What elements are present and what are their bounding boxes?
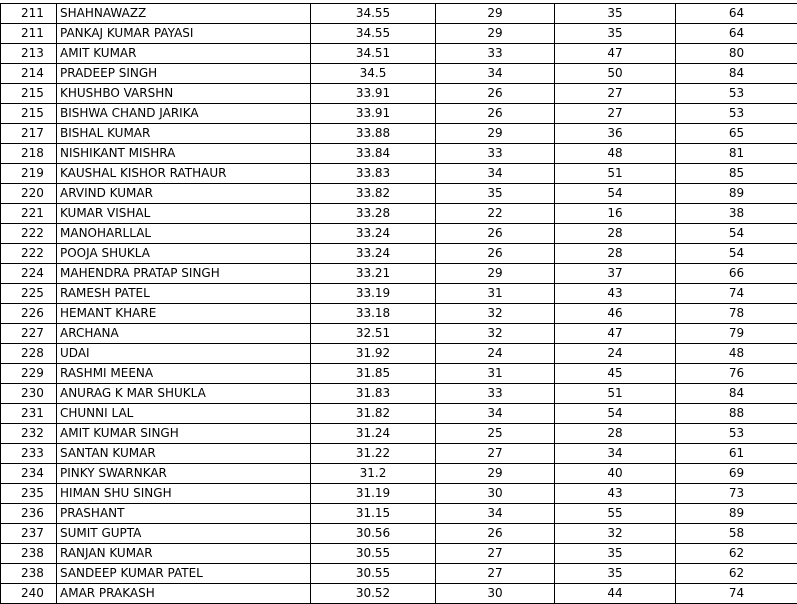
score-cell[interactable]: 31.2 [311, 464, 436, 484]
marks-b-cell[interactable]: 54 [555, 184, 676, 204]
table-row [1, 544, 797, 564]
rank-cell[interactable]: 237 [1, 524, 57, 544]
table-row [1, 424, 797, 444]
score-cell[interactable]: 33.91 [311, 84, 436, 104]
marks-a-cell[interactable]: 29 [436, 24, 555, 44]
marks-b-cell[interactable]: 55 [555, 504, 676, 524]
table-row [1, 324, 797, 344]
rank-cell[interactable]: 220 [1, 184, 57, 204]
marks-a-cell[interactable]: 26 [436, 84, 555, 104]
name-cell[interactable]: RAMESH PATEL [57, 284, 311, 304]
marks-a-cell[interactable]: 31 [436, 284, 555, 304]
marks-a-cell[interactable]: 34 [436, 64, 555, 84]
total-cell[interactable]: 54 [676, 224, 797, 244]
rank-cell[interactable]: 226 [1, 304, 57, 324]
score-cell[interactable]: 33.84 [311, 144, 436, 164]
total-cell[interactable]: 84 [676, 384, 797, 404]
name-cell[interactable]: KAUSHAL KISHOR RATHAUR [57, 164, 311, 184]
name-cell[interactable]: UDAI [57, 344, 311, 364]
name-cell[interactable]: KUMAR VISHAL [57, 204, 311, 224]
name-cell[interactable]: ANURAG K MAR SHUKLA [57, 384, 311, 404]
name-cell[interactable]: HEMANT KHARE [57, 304, 311, 324]
total-cell[interactable]: 54 [676, 244, 797, 264]
rank-cell[interactable]: 229 [1, 364, 57, 384]
name-cell[interactable]: PINKY SWARNKAR [57, 464, 311, 484]
marks-a-cell[interactable]: 27 [436, 444, 555, 464]
rank-cell[interactable]: 218 [1, 144, 57, 164]
marks-b-cell[interactable]: 50 [555, 64, 676, 84]
name-cell[interactable]: SUMIT GUPTA [57, 524, 311, 544]
name-cell[interactable]: BISHAL KUMAR [57, 124, 311, 144]
marks-b-cell[interactable]: 44 [555, 584, 676, 604]
table-row [1, 584, 797, 604]
total-cell[interactable]: 81 [676, 144, 797, 164]
total-cell[interactable]: 38 [676, 204, 797, 224]
score-cell[interactable]: 33.18 [311, 304, 436, 324]
total-cell[interactable]: 84 [676, 64, 797, 84]
rank-cell[interactable]: 236 [1, 504, 57, 524]
marks-a-cell[interactable]: 29 [436, 4, 555, 24]
rank-cell[interactable]: 214 [1, 64, 57, 84]
table-row [1, 84, 797, 104]
rank-cell[interactable]: 240 [1, 584, 57, 604]
score-cell[interactable]: 31.82 [311, 404, 436, 424]
table-row [1, 144, 797, 164]
table-row [1, 524, 797, 544]
marks-a-cell[interactable]: 34 [436, 164, 555, 184]
rank-cell[interactable]: 235 [1, 484, 57, 504]
score-cell[interactable]: 34.5 [311, 64, 436, 84]
rank-cell[interactable]: 238 [1, 544, 57, 564]
marks-b-cell[interactable]: 27 [555, 104, 676, 124]
total-cell[interactable]: 74 [676, 284, 797, 304]
marks-b-cell[interactable]: 32 [555, 524, 676, 544]
marks-a-cell[interactable]: 26 [436, 104, 555, 124]
score-cell[interactable]: 34.55 [311, 4, 436, 24]
name-cell[interactable]: NISHIKANT MISHRA [57, 144, 311, 164]
score-cell[interactable]: 33.91 [311, 104, 436, 124]
marks-a-cell[interactable]: 27 [436, 544, 555, 564]
marks-b-cell[interactable]: 24 [555, 344, 676, 364]
table-row [1, 484, 797, 504]
marks-b-cell[interactable]: 47 [555, 44, 676, 64]
marks-b-cell[interactable]: 45 [555, 364, 676, 384]
name-cell[interactable]: RANJAN KUMAR [57, 544, 311, 564]
marks-b-cell[interactable]: 28 [555, 244, 676, 264]
marks-a-cell[interactable]: 26 [436, 524, 555, 544]
total-cell[interactable]: 58 [676, 524, 797, 544]
name-cell[interactable]: KHUSHBO VARSHN [57, 84, 311, 104]
marks-a-cell[interactable]: 33 [436, 144, 555, 164]
table-row [1, 184, 797, 204]
marks-a-cell[interactable]: 24 [436, 344, 555, 364]
rank-cell[interactable]: 217 [1, 124, 57, 144]
name-cell[interactable]: CHUNNI LAL [57, 404, 311, 424]
marks-b-cell[interactable]: 37 [555, 264, 676, 284]
marks-b-cell[interactable]: 51 [555, 164, 676, 184]
name-cell[interactable]: AMAR PRAKASH [57, 584, 311, 604]
table-row [1, 224, 797, 244]
name-cell[interactable]: MAHENDRA PRATAP SINGH [57, 264, 311, 284]
total-cell[interactable]: 53 [676, 84, 797, 104]
marks-a-cell[interactable]: 32 [436, 304, 555, 324]
table-row [1, 404, 797, 424]
name-cell[interactable]: ARCHANA [57, 324, 311, 344]
table-row [1, 204, 797, 224]
name-cell[interactable]: ARVIND KUMAR [57, 184, 311, 204]
score-cell[interactable]: 31.15 [311, 504, 436, 524]
name-cell[interactable]: SANDEEP KUMAR PATEL [57, 564, 311, 584]
marks-b-cell[interactable]: 35 [555, 564, 676, 584]
marks-b-cell[interactable]: 43 [555, 284, 676, 304]
marks-b-cell[interactable]: 16 [555, 204, 676, 224]
marks-a-cell[interactable]: 31 [436, 364, 555, 384]
marks-a-cell[interactable]: 33 [436, 384, 555, 404]
table-row [1, 564, 797, 584]
marks-b-cell[interactable]: 28 [555, 424, 676, 444]
score-cell[interactable]: 33.19 [311, 284, 436, 304]
marks-a-cell[interactable]: 34 [436, 404, 555, 424]
marks-b-cell[interactable]: 27 [555, 84, 676, 104]
rank-cell[interactable]: 211 [1, 4, 57, 24]
score-cell[interactable]: 34.51 [311, 44, 436, 64]
name-cell[interactable]: PRASHANT [57, 504, 311, 524]
name-cell[interactable]: HIMAN SHU SINGH [57, 484, 311, 504]
total-cell[interactable]: 78 [676, 304, 797, 324]
score-cell[interactable]: 30.55 [311, 544, 436, 564]
rank-cell[interactable]: 215 [1, 84, 57, 104]
table-row [1, 24, 797, 44]
table-row [1, 244, 797, 264]
score-cell[interactable]: 33.24 [311, 244, 436, 264]
name-cell[interactable]: RASHMI MEENA [57, 364, 311, 384]
score-cell[interactable]: 30.56 [311, 524, 436, 544]
marks-a-cell[interactable]: 26 [436, 224, 555, 244]
marks-a-cell[interactable]: 32 [436, 324, 555, 344]
table-row [1, 124, 797, 144]
score-cell[interactable]: 31.24 [311, 424, 436, 444]
marks-b-cell[interactable]: 47 [555, 324, 676, 344]
table-row [1, 304, 797, 324]
name-cell[interactable]: PANKAJ KUMAR PAYASI [57, 24, 311, 44]
score-cell[interactable]: 30.52 [311, 584, 436, 604]
marks-b-cell[interactable]: 35 [555, 544, 676, 564]
table-row [1, 344, 797, 364]
marks-b-cell[interactable]: 46 [555, 304, 676, 324]
total-cell[interactable]: 73 [676, 484, 797, 504]
name-cell[interactable]: PRADEEP SINGH [57, 64, 311, 84]
marks-b-cell[interactable]: 36 [555, 124, 676, 144]
total-cell[interactable]: 64 [676, 24, 797, 44]
table-row [1, 284, 797, 304]
score-cell[interactable]: 33.82 [311, 184, 436, 204]
marks-a-cell[interactable]: 27 [436, 564, 555, 584]
marks-b-cell[interactable]: 51 [555, 384, 676, 404]
marks-b-cell[interactable]: 40 [555, 464, 676, 484]
name-cell[interactable]: SHAHNAWAZZ [57, 4, 311, 24]
table-row [1, 104, 797, 124]
table-row [1, 504, 797, 524]
rank-cell[interactable]: 228 [1, 344, 57, 364]
rank-cell[interactable]: 231 [1, 404, 57, 424]
score-cell[interactable]: 33.24 [311, 224, 436, 244]
results-table [0, 3, 797, 604]
total-cell[interactable]: 74 [676, 584, 797, 604]
total-cell[interactable]: 65 [676, 124, 797, 144]
score-cell[interactable]: 31.92 [311, 344, 436, 364]
total-cell[interactable]: 62 [676, 544, 797, 564]
table-row [1, 4, 797, 24]
total-cell[interactable]: 79 [676, 324, 797, 344]
table-row [1, 164, 797, 184]
marks-a-cell[interactable]: 22 [436, 204, 555, 224]
marks-a-cell[interactable]: 25 [436, 424, 555, 444]
score-cell[interactable]: 32.51 [311, 324, 436, 344]
name-cell[interactable]: POOJA SHUKLA [57, 244, 311, 264]
marks-b-cell[interactable]: 34 [555, 444, 676, 464]
marks-a-cell[interactable]: 29 [436, 464, 555, 484]
marks-a-cell[interactable]: 34 [436, 504, 555, 524]
total-cell[interactable]: 66 [676, 264, 797, 284]
rank-cell[interactable]: 222 [1, 224, 57, 244]
rank-cell[interactable]: 211 [1, 24, 57, 44]
marks-a-cell[interactable]: 29 [436, 124, 555, 144]
total-cell[interactable]: 88 [676, 404, 797, 424]
total-cell[interactable]: 62 [676, 564, 797, 584]
marks-b-cell[interactable]: 48 [555, 144, 676, 164]
marks-a-cell[interactable]: 33 [436, 44, 555, 64]
marks-b-cell[interactable]: 28 [555, 224, 676, 244]
total-cell[interactable]: 85 [676, 164, 797, 184]
table-row [1, 44, 797, 64]
total-cell[interactable]: 53 [676, 104, 797, 124]
rank-cell[interactable]: 227 [1, 324, 57, 344]
score-cell[interactable]: 31.22 [311, 444, 436, 464]
rank-cell[interactable]: 221 [1, 204, 57, 224]
score-cell[interactable]: 33.28 [311, 204, 436, 224]
total-cell[interactable]: 89 [676, 184, 797, 204]
score-cell[interactable]: 33.88 [311, 124, 436, 144]
marks-a-cell[interactable]: 35 [436, 184, 555, 204]
total-cell[interactable]: 48 [676, 344, 797, 364]
score-cell[interactable]: 34.55 [311, 24, 436, 44]
rank-cell[interactable]: 213 [1, 44, 57, 64]
rank-cell[interactable]: 234 [1, 464, 57, 484]
rank-cell[interactable]: 233 [1, 444, 57, 464]
marks-a-cell[interactable]: 30 [436, 484, 555, 504]
table-row [1, 444, 797, 464]
total-cell[interactable]: 76 [676, 364, 797, 384]
score-cell[interactable]: 31.19 [311, 484, 436, 504]
score-cell[interactable]: 30.55 [311, 564, 436, 584]
marks-a-cell[interactable]: 26 [436, 244, 555, 264]
table-row [1, 64, 797, 84]
score-cell[interactable]: 33.83 [311, 164, 436, 184]
rank-cell[interactable]: 222 [1, 244, 57, 264]
total-cell[interactable]: 80 [676, 44, 797, 64]
total-cell[interactable]: 64 [676, 4, 797, 24]
rank-cell[interactable]: 219 [1, 164, 57, 184]
name-cell[interactable]: AMIT KUMAR [57, 44, 311, 64]
rank-cell[interactable]: 215 [1, 104, 57, 124]
rank-cell[interactable]: 230 [1, 384, 57, 404]
score-cell[interactable]: 31.85 [311, 364, 436, 384]
rank-cell[interactable]: 224 [1, 264, 57, 284]
marks-a-cell[interactable]: 30 [436, 584, 555, 604]
marks-b-cell[interactable]: 35 [555, 4, 676, 24]
marks-b-cell[interactable]: 54 [555, 404, 676, 424]
name-cell[interactable]: BISHWA CHAND JARIKA [57, 104, 311, 124]
marks-a-cell[interactable]: 29 [436, 264, 555, 284]
table-row [1, 384, 797, 404]
score-cell[interactable]: 33.21 [311, 264, 436, 284]
table-row [1, 264, 797, 284]
rank-cell[interactable]: 232 [1, 424, 57, 444]
total-cell[interactable]: 61 [676, 444, 797, 464]
marks-b-cell[interactable]: 35 [555, 24, 676, 44]
name-cell[interactable]: SANTAN KUMAR [57, 444, 311, 464]
score-cell[interactable]: 31.83 [311, 384, 436, 404]
rank-cell[interactable]: 238 [1, 564, 57, 584]
total-cell[interactable]: 53 [676, 424, 797, 444]
total-cell[interactable]: 69 [676, 464, 797, 484]
marks-b-cell[interactable]: 43 [555, 484, 676, 504]
total-cell[interactable]: 89 [676, 504, 797, 524]
rank-cell[interactable]: 225 [1, 284, 57, 304]
table-row [1, 364, 797, 384]
name-cell[interactable]: MANOHARLLAL [57, 224, 311, 244]
table-row [1, 464, 797, 484]
name-cell[interactable]: AMIT KUMAR SINGH [57, 424, 311, 444]
